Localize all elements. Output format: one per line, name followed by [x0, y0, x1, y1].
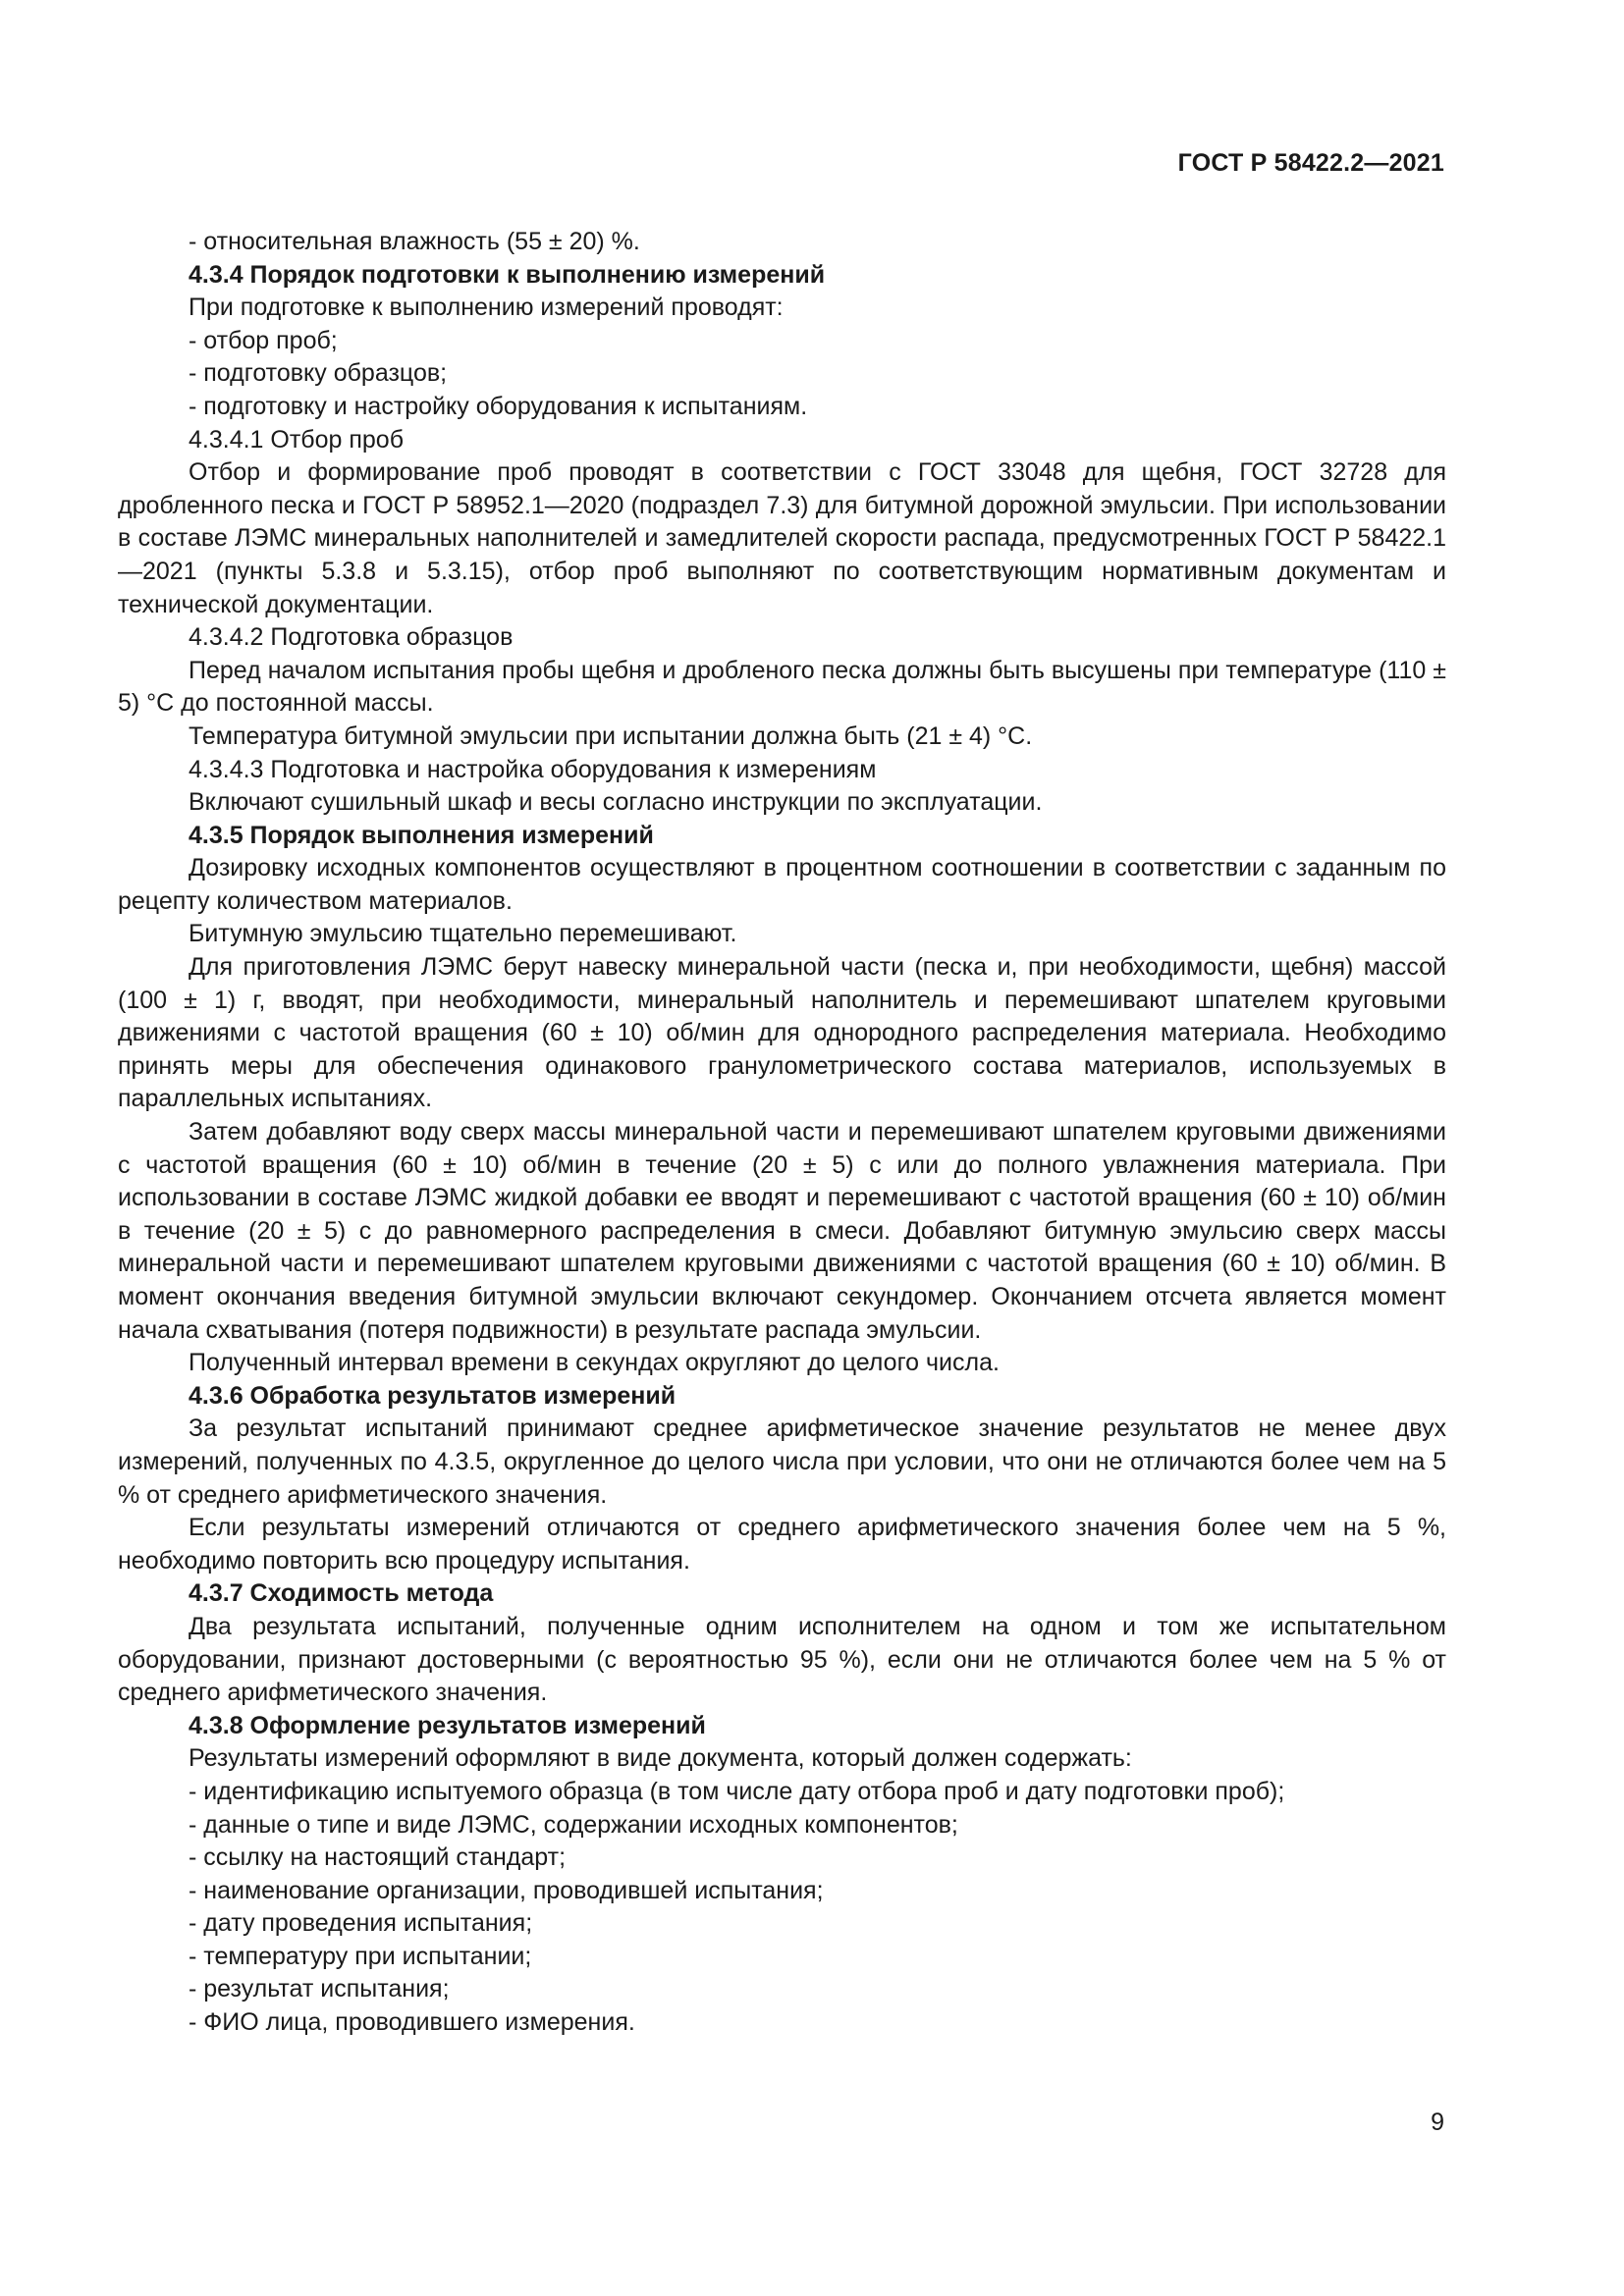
subsection-heading-4-3-4-2: 4.3.4.2 Подготовка образцов [189, 623, 514, 652]
paragraph: Битумную эмульсию тщательно перемешивают. [189, 920, 737, 948]
paragraph: Затем добавляют воду сверх массы минеральной части и перемешивают шпателем круговыми движениями с частотой вращения (60 ± 10) об/мин в течение (20 ± 5) с или до полного увлажнения материала. При использовании в составе ЛЭМС жидкой добавки ее вводят и перемешивают с частотой вращения (60 ± 10) об/мин в течение (20 ± 5) с до равномерного распределения в смеси. Добавляют битумную эмульсию сверх массы минеральной части и перемешивают шпателем круговыми движениями с частотой вращения (60 ± 10) об/мин. В момент окончания введения битумной эмульсии включают секундомер. Окончанием отсчета является момент начала схватывания (потеря подвижности) в результате распада эмульсии. [118, 1118, 1446, 1344]
standard-code-header: ГОСТ Р 58422.2—2021 [1177, 149, 1444, 177]
list-item: - данные о типе и виде ЛЭМС, содержании исходных компонентов; [189, 1810, 958, 1839]
page-number: 9 [1431, 2109, 1444, 2136]
list-item: - результат испытания; [189, 1975, 450, 2003]
paragraph: Температура битумной эмульсии при испытании должна быть (21 ± 4) °С. [189, 721, 1033, 750]
paragraph: Если результаты измерений отличаются от среднего арифметического значения более чем на 5 %, необходимо повторить всю процедуру испытания. [118, 1514, 1446, 1575]
list-item: - ссылку на настоящий стандарт; [189, 1843, 567, 1872]
paragraph: Включают сушильный шкаф и весы согласно инструкции по эксплуатации. [189, 788, 1043, 817]
list-item: - подготовку и настройку оборудования к испытаниям. [189, 392, 808, 420]
paragraph: Перед началом испытания пробы щебня и дробленого песка должны быть высушены при температуре (110 ± 5) °С до постоянной массы. [118, 656, 1446, 718]
document-body [118, 226, 1446, 2040]
paragraph: Для приготовления ЛЭМС берут навеску минеральной части (песка и, при необходимости, щебня) массой (100 ± 1) г, вводят, при необходимости, минеральный наполнитель и перемешивают шпателем круговыми движениями с частотой вращения (60 ± 10) об/мин для однородного распределения материала. Необходимо принять меры для обеспечения одинакового гранулометрического состава материалов, используемых в параллельных испытаниях. [118, 953, 1446, 1113]
subsection-heading-4-3-4-3: 4.3.4.3 Подготовка и настройка оборудования к измерениям [189, 755, 877, 783]
list-item: - отбор проб; [189, 326, 338, 354]
paragraph: При подготовке к выполнению измерений проводят: [189, 294, 784, 322]
list-item: - относительная влажность (55 ± 20) %. [189, 228, 640, 255]
section-heading-4-3-4: 4.3.4 Порядок подготовки к выполнению измерений [189, 260, 826, 289]
paragraph: Отбор и формирование проб проводят в соответствии с ГОСТ 33048 для щебня, ГОСТ 32728 для дробленного песка и ГОСТ Р 58952.1—2020 (подраздел 7.3) для битумной дорожной эмульсии. При использовании в составе ЛЭМС минеральных наполнителей и замедлителей скорости распада, предусмотренных ГОСТ Р 58422.1—2021 (пункты 5.3.8 и 5.3.15), отбор проб выполняют по соответствующим нормативным документам и технической документации. [118, 458, 1446, 618]
list-item: - подготовку образцов; [189, 359, 448, 388]
section-heading-4-3-7: 4.3.7 Сходимость метода [189, 1579, 494, 1608]
section-heading-4-3-5: 4.3.5 Порядок выполнения измерений [189, 821, 654, 849]
paragraph: Дозировку исходных компонентов осуществляют в процентном соотношении в соответствии с заданным по рецепту количеством материалов. [118, 854, 1446, 915]
paragraph: Два результата испытаний, полученные одним исполнителем на одном и том же испытательном оборудовании, признают достоверными (с вероятностью 95 %), если они не отличаются более чем на 5 % от среднего арифметического значения. [118, 1612, 1446, 1707]
list-item: - наименование организации, проводившей испытания; [189, 1876, 824, 1904]
list-item: - температуру при испытании; [189, 1942, 532, 1970]
section-heading-4-3-8: 4.3.8 Оформление результатов измерений [189, 1711, 706, 1739]
paragraph: Полученный интервал времени в секундах округляют до целого числа. [189, 1349, 1000, 1377]
paragraph: За результат испытаний принимают среднее арифметическое значение результатов не менее двух измерений, полученных по 4.3.5, округленное до целого числа при условии, что они не отличаются более чем на 5 % от среднего арифметического значения. [118, 1415, 1446, 1509]
subsection-heading-4-3-4-1: 4.3.4.1 Отбор проб [189, 425, 405, 454]
section-heading-4-3-6: 4.3.6 Обработка результатов измерений [189, 1381, 677, 1410]
list-item: - идентификацию испытуемого образца (в том числе дату отбора проб и дату подготовки проб); [189, 1777, 1285, 1805]
list-item: - дату проведения испытания; [189, 1909, 533, 1938]
paragraph: Результаты измерений оформляют в виде документа, который должен содержать: [189, 1744, 1132, 1773]
list-item: - ФИО лица, проводившего измерения. [189, 2008, 635, 2037]
